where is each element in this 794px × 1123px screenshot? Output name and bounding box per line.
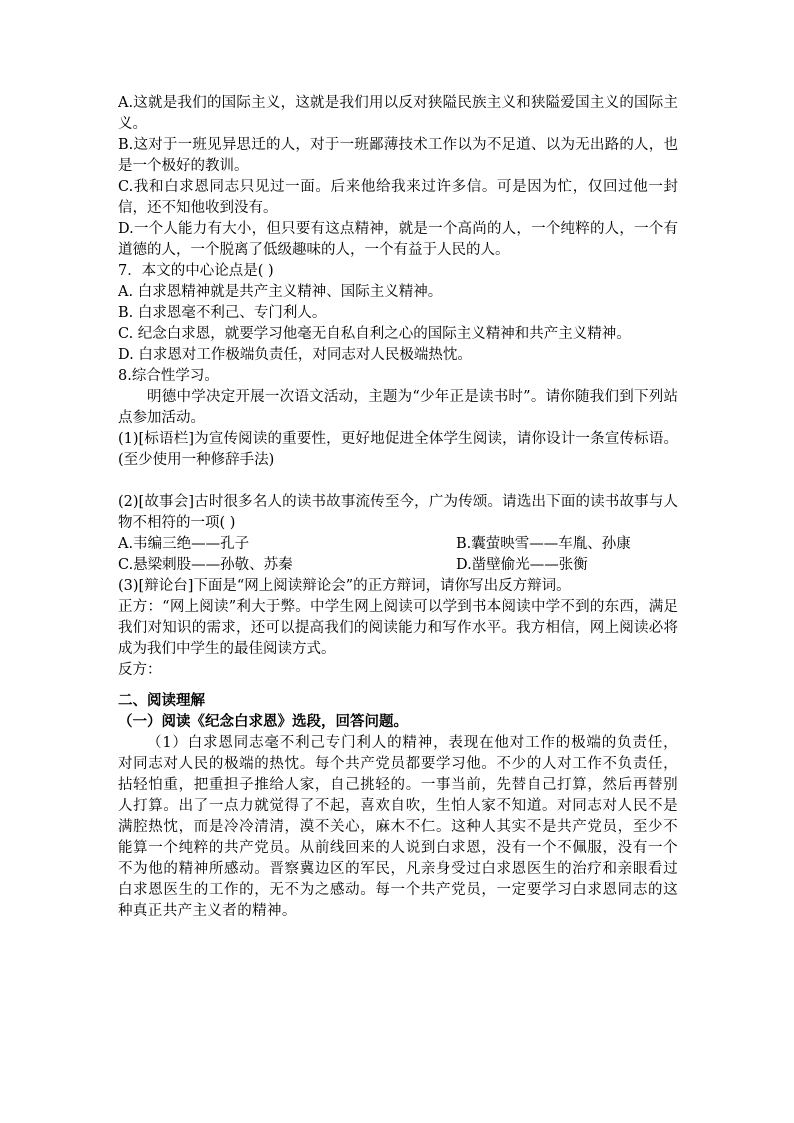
q8-part1: (1)[标语栏]为宣传阅读的重要性，更好地促进全体学生阅读，请你设计一条宣传标语。(至少使用一种修辞手法) <box>118 431 678 468</box>
q7-option-d: D. 白求恩对工作极端负责任，对同志对人民极端热忱。 <box>118 347 472 363</box>
q7-option-a: A. 白求恩精神就是共产主义精神、国际主义精神。 <box>118 284 443 300</box>
q8-option-c: C.悬梁刺股——孙敬、苏秦 <box>118 557 293 573</box>
q8-stem: 8.综合性学习。 <box>118 368 219 384</box>
q8-part2: (2)[故事会]古时很多名人的读书故事流传至今，广为传颂。请选出下面的读书故事与人物不相符的一项( ) <box>118 494 678 531</box>
section-title: 二、阅读理解 <box>118 693 205 709</box>
q6-option-c: C.我和白求恩同志只见过一面。后来他给我来过许多信。可是因为忙，仅回过他一封信，还不知他收到没有。 <box>118 179 678 216</box>
q7-option-b: B. 白求恩毫不利己、专门利人。 <box>118 305 327 321</box>
answer-space <box>118 471 678 492</box>
spacer <box>118 681 678 691</box>
q7-option-c: C. 纪念白求恩，就要学习他毫无自私自利之心的国际主义精神和共产主义精神。 <box>118 326 631 342</box>
q6-option-b: B.这对于一班见异思迁的人，对于一班鄙薄技术工作以为不足道、以为无出路的人，也是一个极好的教训。 <box>118 137 678 174</box>
section-subtitle: （一）阅读《纪念白求恩》选段，回答问题。 <box>118 714 408 730</box>
exam-page <box>118 93 678 922</box>
reading-passage: （1）白求恩同志毫不利己专门利人的精神，表现在他对工作的极端的负责任，对同志对人民的极端的热忱。每个共产党员都要学习他。不少的人对工作不负责任，拈轻怕重，把重担子推给人家，自己挑轻的。一事当前，先替自己打算，然后再替别人打算。出了一点力就觉得了不起，喜欢自吹，生怕人家不知道。对同志对人民不是满腔热忱，而是冷冷清清，漠不关心，麻木不仁。这种人其实不是共产党员，至少不能算一个纯粹的共产党员。从前线回来的人说到白求恩，没有一个不佩服，没有一个不为他的精神所感动。晋察冀边区的军民，凡亲身受过白求恩医生的治疗和亲眼看过白求恩医生的工作的，无不为之感动。每一个共产党员，一定要学习白求恩同志的这种真正共产主义者的精神。 <box>118 735 678 919</box>
q8-part3: (3)[辩论台]下面是“网上阅读辩论会”的正方辩词，请你写出反方辩词。 <box>118 578 571 594</box>
q8-options-row-1 <box>118 534 678 555</box>
q8-option-b: B.囊萤映雪——车胤、孙康 <box>456 536 631 552</box>
q8-con-argument: 反方： <box>118 662 162 678</box>
q8-intro: 明德中学决定开展一次语文活动，主题为“少年正是读书时”。请你随我们到下列站点参加活动。 <box>118 389 678 426</box>
q8-options-row-2 <box>118 555 678 576</box>
q6-option-a: A.这就是我们的国际主义，这就是我们用以反对狭隘民族主义和狭隘爱国主义的国际主义。 <box>118 95 678 132</box>
q6-option-d: D.一个人能力有大小，但只要有这点精神，就是一个高尚的人，一个纯粹的人，一个有道德的人，一个脱离了低级趣味的人，一个有益于人民的人。 <box>118 221 678 258</box>
q8-option-d: D.凿壁偷光——张衡 <box>456 557 588 573</box>
q8-option-a: A.韦编三绝——孔子 <box>118 536 250 552</box>
q8-pro-argument: 正方：“网上阅读”利大于弊。中学生网上阅读可以学到书本阅读中学不到的东西，满足我们对知识的需求，还可以提高我们的阅读能力和写作水平。我方相信，网上阅读必将成为我们中学生的最佳阅读方式。 <box>118 599 678 657</box>
q7-stem: 7．本文的中心论点是( ) <box>118 263 274 279</box>
